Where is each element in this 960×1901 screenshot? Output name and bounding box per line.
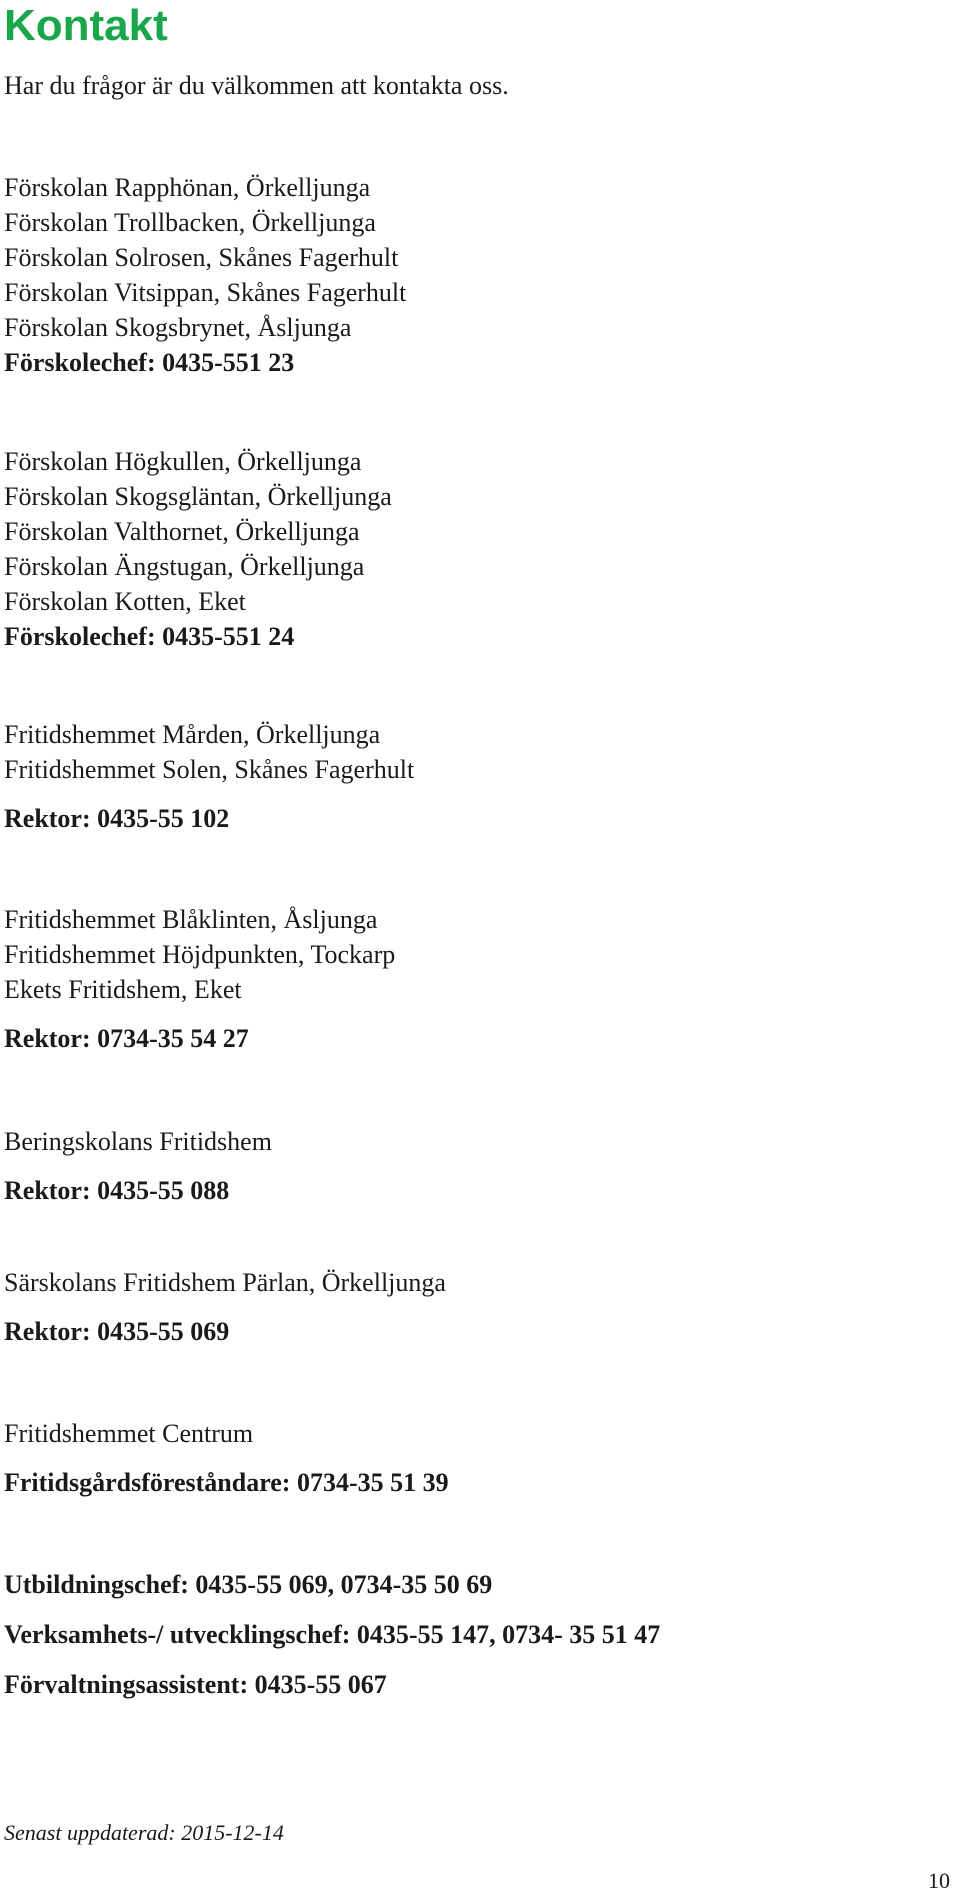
last-updated: Senast uppdaterad: 2015-12-14 bbox=[4, 1820, 284, 1845]
unit-line: Fritidshemmet Centrum bbox=[4, 1419, 254, 1448]
unit-line: Förskolan Högkullen, Örkelljunga bbox=[4, 447, 362, 476]
contact-line: Förskolechef: 0435-551 23 bbox=[4, 348, 295, 377]
unit-line: Förskolan Ängstugan, Örkelljunga bbox=[4, 552, 365, 581]
contact-line: Fritidsgårdsföreståndare: 0734-35 51 39 bbox=[4, 1468, 449, 1497]
unit-line: Förskolan Skogsbrynet, Åsljunga bbox=[4, 313, 352, 342]
unit-line: Fritidshemmet Mården, Örkelljunga bbox=[4, 720, 381, 749]
management-contacts bbox=[4, 1567, 660, 1702]
contact-group-2 bbox=[4, 444, 392, 654]
page-number: 10 bbox=[928, 1868, 950, 1893]
unit-line: Förskolan Valthornet, Örkelljunga bbox=[4, 517, 360, 546]
contact-group-3 bbox=[4, 717, 414, 836]
contact-group-5 bbox=[4, 1124, 272, 1208]
unit-line: Fritidshemmet Solen, Skånes Fagerhult bbox=[4, 755, 415, 784]
contact-group-4 bbox=[4, 902, 395, 1056]
unit-line: Förskolan Vitsippan, Skånes Fagerhult bbox=[4, 278, 407, 307]
unit-line: Förskolan Trollbacken, Örkelljunga bbox=[4, 208, 376, 237]
unit-line: Fritidshemmet Blåklinten, Åsljunga bbox=[4, 905, 378, 934]
contact-line: Rektor: 0734-35 54 27 bbox=[4, 1024, 249, 1053]
contact-line: Rektor: 0435-55 102 bbox=[4, 804, 230, 833]
contact-line: Rektor: 0435-55 069 bbox=[4, 1317, 230, 1346]
contact-line: Förskolechef: 0435-551 24 bbox=[4, 622, 295, 651]
unit-line: Fritidshemmet Höjdpunkten, Tockarp bbox=[4, 940, 396, 969]
management-line: Utbildningschef: 0435-55 069, 0734-35 50 69 bbox=[4, 1570, 493, 1599]
contact-group-6 bbox=[4, 1265, 446, 1349]
page-title: Kontakt bbox=[4, 1, 168, 50]
unit-line: Förskolan Rapphönan, Örkelljunga bbox=[4, 173, 371, 202]
management-line: Verksamhets-/ utvecklingschef: 0435-55 147, 0734- 35 51 47 bbox=[4, 1620, 661, 1649]
unit-line: Förskolan Skogsgläntan, Örkelljunga bbox=[4, 482, 392, 511]
contact-group-1 bbox=[4, 170, 406, 380]
unit-line: Förskolan Solrosen, Skånes Fagerhult bbox=[4, 243, 399, 272]
intro-text: Har du frågor är du välkommen att kontakta oss. bbox=[4, 71, 509, 100]
unit-line: Beringskolans Fritidshem bbox=[4, 1127, 272, 1156]
unit-line: Ekets Fritidshem, Eket bbox=[4, 975, 242, 1004]
contact-group-7 bbox=[4, 1416, 449, 1500]
unit-line: Förskolan Kotten, Eket bbox=[4, 587, 246, 616]
management-line: Förvaltningsassistent: 0435-55 067 bbox=[4, 1670, 387, 1699]
unit-line: Särskolans Fritidshem Pärlan, Örkelljunga bbox=[4, 1268, 446, 1297]
contact-line: Rektor: 0435-55 088 bbox=[4, 1176, 230, 1205]
